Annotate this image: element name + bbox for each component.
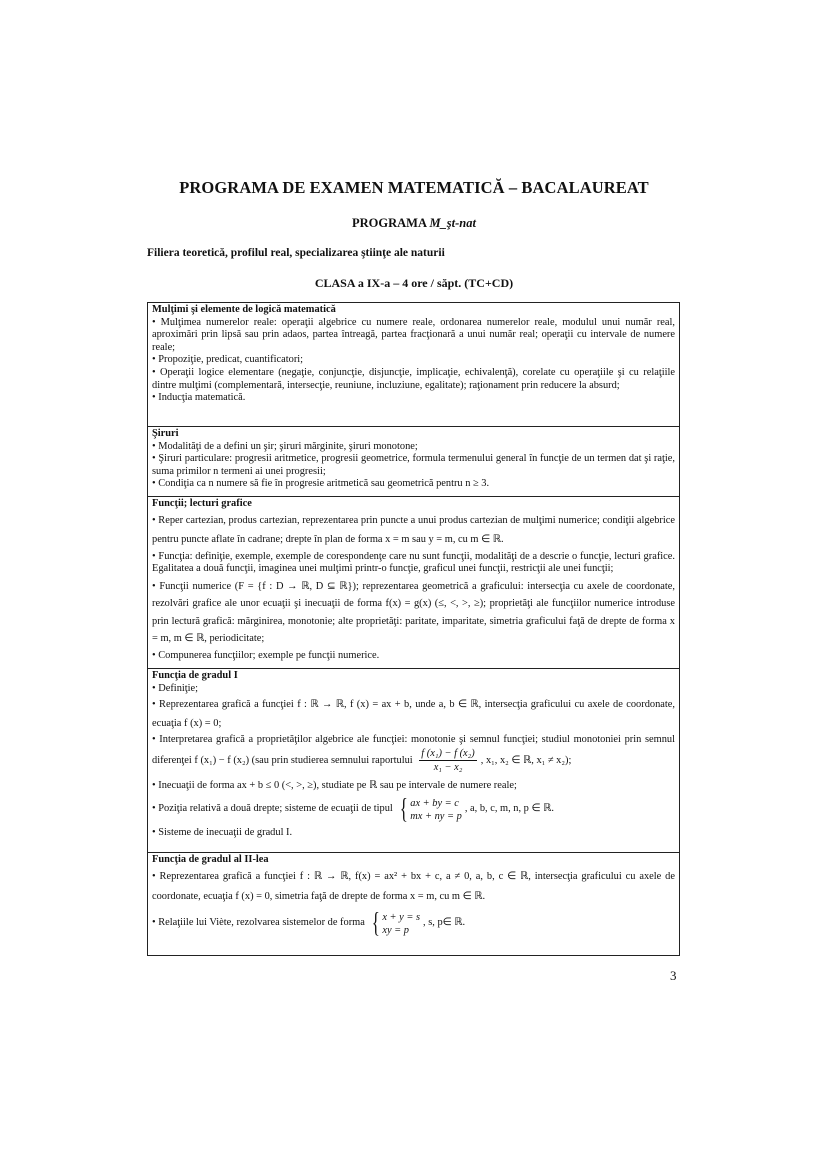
system-line-1: x + y = s [382,911,421,923]
list-item: • Condiţia ca n numere să fie în progresie aritmetică sau geometrică pentru n ≥ 3. [152,478,490,490]
section-heading: Funcţia de gradul al II-lea [152,854,269,865]
list-item: • Şiruri particulare: progresii aritmetice, progresii geometrice, formula termenului general în funcţie de un termen dat şi raţie, suma primilor n termeni ai unei progresii; [152,453,675,477]
document-title: PROGRAMA DE EXAMEN MATEMATICĂ – BACALAUREAT [179,178,649,197]
list-item: • Sisteme de inecuaţii de gradul I. [152,826,293,838]
list-item: • Reprezentarea grafică a funcţiei f : ℝ → ℝ, f (x) = ax + b, unde a, b ∈ ℝ, intersecţia graficului cu axele de coordonate, ecuaţia f (x) = 0; [152,699,675,730]
syllabus-table [147,302,680,956]
list-item: • Inecuaţii de forma ax + b ≤ 0 (<, >, ≥), studiate pe ℝ sau pe intervale de numere reale; [152,780,517,792]
system-line-1: ax + by = c [410,797,459,809]
section-multimi [148,303,679,427]
system-suffix: , s, p∈ ℝ. [423,917,466,929]
equation-system [369,907,421,939]
item-text: • Relaţiile lui Viète, rezolvarea sistemelor de forma [152,917,365,929]
equation-system [397,793,462,825]
list-item: • Inducţia matematică. [152,392,246,404]
section-gradul-i [148,669,679,853]
item-text: • Poziţia relativă a două drepte; sisteme de ecuaţii de tipul [152,803,393,815]
program-name: M_şt-nat [429,216,476,230]
section-heading: Funcţii; lecturi grafice [152,498,252,509]
system-suffix: , a, b, c, m, n, p ∈ ℝ. [464,803,554,815]
program-subtitle [0,216,828,231]
section-heading: Şiruri [152,428,179,439]
section-heading: Funcţia de gradul I [152,670,238,681]
filiera-line: Filiera teoretică, profilul real, specializarea ştiinţe ale naturii [147,247,445,259]
list-item: • Modalităţi de a defini un şir; şiruri mărginite, şiruri monotone; [152,440,418,452]
list-item: • Propoziţie, predicat, cuantificatori; [152,354,304,366]
list-item: • Reper cartezian, produs cartezian, reprezentarea prin puncte a unui produs cartezian de mulţimi numerice; condiţii algebrice pentru puncte aflate în cadrane; drepte în plan de forma x = m sau y = m, cu m ∈ ℝ. [152,514,675,545]
section-siruri [148,427,679,497]
list-item: • Operaţii logice elementare (negaţie, conjuncţie, disjuncţie, implicaţie, echivalenţă), corelate cu operaţiile şi cu relaţiile dintre mulţimi (complementară, intersecţie, reuniune, incluziune, egalitate); raţionament prin reducere la absurd; [152,366,675,391]
left-brace-icon: { [399,793,408,825]
list-item: • Funcţia: definiţie, exemple, exemple de corespondenţe care nu sunt funcţii, modalităţi de a descrie o funcţie, lecturi grafice. Egalitatea a două funcţii, imaginea unei mulţimi printr-o funcţie, graficul unei funcţii, restricţii ale unei funcţii; [152,550,675,575]
list-item: • Funcţii numerice (F = {f : D → ℝ, D ⊆ ℝ}); reprezentarea geometrică a graficului: intersecţia cu axele de coordonate, rezolvări grafice ale unor ecuaţii şi inecuaţii de forma f(x) = g(x) (≤, <, >, ≥); proprietăţi ale funcţiilor numerice introduse prin lectură grafică: mărginirea, monotonie; alte proprietăţi: paritate, imparitate, simetria graficului faţă de drepte de forma x = m, m ∈ ℝ, periodicitate; [152,580,675,645]
section-functii [148,497,679,669]
section-gradul-ii [148,853,679,955]
program-prefix: PROGRAMA [352,216,430,230]
fraction-denominator: x₁ − x₂ [433,762,463,774]
system-line-2: xy = p [382,924,409,936]
list-item [152,793,675,827]
list-item: • Mulţimea numerelor reale: operaţii algebrice cu numere reale, ordonarea numerelor reale, modulul unui număr real, aproximări prin lipsă sau prin adaos, partea întreagă, partea fracţionară a unui număr real; operaţii cu intervale de numere reale; [152,316,675,353]
list-item: • Reprezentarea grafică a funcţiei f : ℝ → ℝ, f(x) = ax² + bx + c, a ≠ 0, a, b, c ∈ ℝ, intersecţia graficului cu axele de coordonate, ecuaţia f (x) = 0, simetria faţă de drepte de forma x = m, cu m ∈ ℝ. [152,870,675,902]
item-text: • Interpretarea grafică a proprietăţilor algebrice ale funcţiei: monotonie şi semnul funcţiei; studiul monotoniei prin semnul diferenţei f (x₁) − f (x₂) (sau prin studierea semnului raportului [152,734,675,767]
list-item [152,733,675,774]
list-item: • Definiţie; [152,682,199,694]
clasa-heading: CLASA a IX-a – 4 ore / săpt. (TC+CD) [314,276,514,290]
section-heading: Mulţimi şi elemente de logică matematică [152,304,336,315]
fraction-numerator: f (x₁) − f (x₂) [421,748,475,760]
list-item [152,907,675,941]
left-brace-icon: { [371,907,380,939]
difference-quotient-fraction [419,747,476,774]
list-item: • Compunerea funcţiilor; exemple pe funcţii numerice. [152,649,380,661]
page-number: 3 [670,968,677,983]
system-line-2: mx + ny = p [410,810,462,822]
fraction-suffix: , x₁, x₂ ∈ ℝ, x₁ ≠ x₂); [480,755,572,767]
